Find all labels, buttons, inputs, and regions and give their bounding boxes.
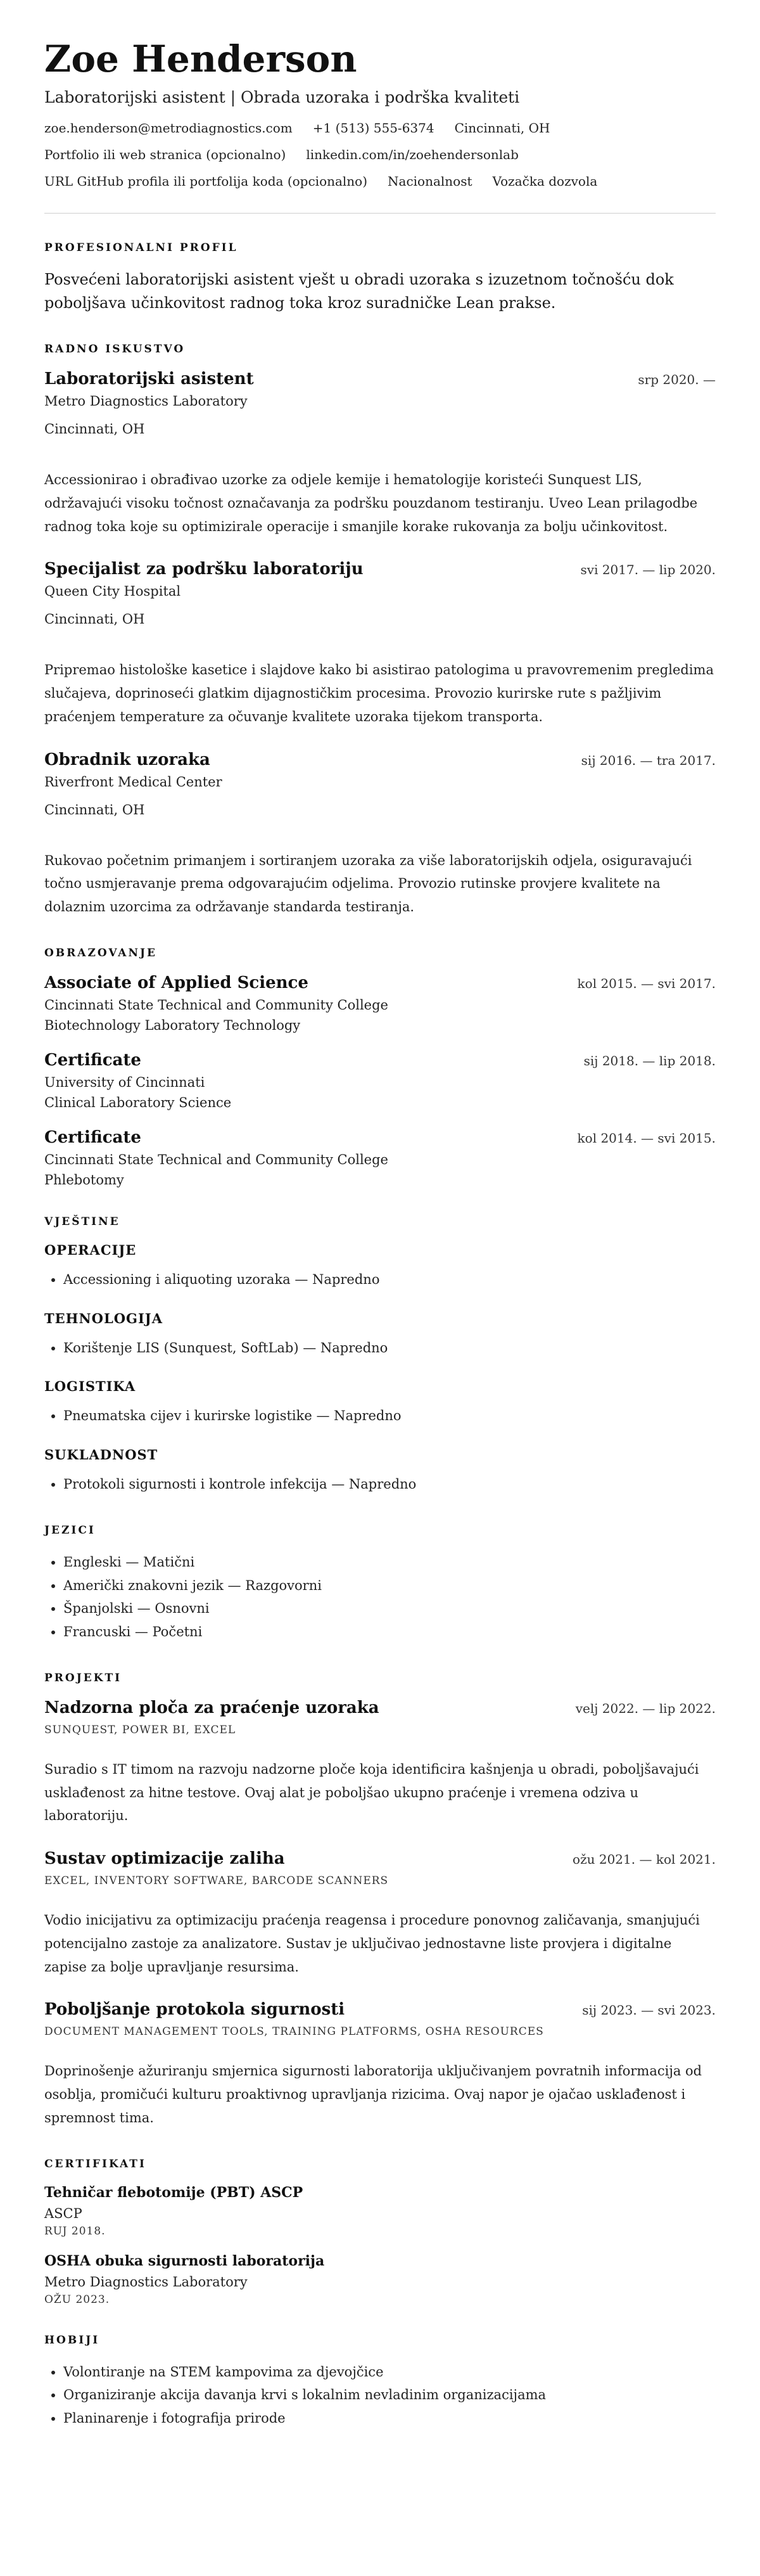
section-title: PROJEKTI [44, 1671, 122, 1684]
degree-title: Certificate [44, 1050, 141, 1070]
job-company: Queen City Hospital [44, 584, 181, 599]
education-entry [44, 1051, 716, 1110]
contact-linkedin[interactable]: linkedin.com/in/zoehendersonlab [306, 146, 519, 162]
job-date: sij 2016. — tra 2017. [581, 752, 716, 768]
job-title: Specijalist za podršku laboratoriju [44, 560, 364, 579]
skill-item: • Protokoli sigurnosti i kontrole infekcija — Napredno [63, 1473, 716, 1496]
contact-nationality: Nacionalnost [388, 173, 472, 189]
degree-title: Associate of Applied Science [44, 973, 308, 992]
job-location: Cincinnati, OH [44, 802, 145, 817]
contact-row [44, 120, 716, 136]
hobbies-section [44, 2334, 716, 2430]
section-title: PROFESIONALNI PROFIL [44, 241, 238, 254]
projects-section [44, 1672, 716, 2130]
contact-row [44, 174, 716, 189]
certificate-entry [44, 2253, 716, 2306]
job-description: Pripremao histološke kasetice i slajdove kako bi asistirao patologima u pravovremenim pregledima slučajeva, doprinoseći glatkim dijagnostičkim procesima. Provozio kurirske rute s pažljivim praćenjem temperature za očuvanje kvalitete uzoraka tijekom transporta. [44, 662, 714, 724]
skill-list [44, 1404, 716, 1428]
school-name: Cincinnati State Technical and Community College [44, 997, 388, 1013]
languages-section [44, 1524, 716, 1644]
field-of-study: Biotechnology Laboratory Technology [44, 1017, 301, 1033]
certificate-entry [44, 2184, 716, 2238]
skill-group-title: LOGISTIKA [44, 1378, 136, 1395]
skills-section [44, 1215, 716, 1496]
degree-title: Certificate [44, 1127, 141, 1147]
hobby-list [44, 2361, 716, 2430]
header-divider [44, 213, 716, 214]
education-entry [44, 1128, 716, 1188]
skill-item: • Accessioning i aliquoting uzoraka — Napredno [63, 1268, 716, 1291]
school-name: University of Cincinnati [44, 1074, 205, 1090]
education-date: sij 2018. — lip 2018. [583, 1053, 716, 1068]
certificates-section [44, 2158, 716, 2306]
contact-phone[interactable]: +1 (513) 555-6374 [312, 120, 434, 136]
project-entry [44, 1849, 716, 1978]
certificate-name: OSHA obuka sigurnosti laboratorija [44, 2252, 325, 2269]
job-location: Cincinnati, OH [44, 421, 145, 437]
certificate-date: OŽU 2023. [44, 2293, 110, 2306]
language-item: • Američki znakovni jezik — Razgovorni [63, 1574, 716, 1598]
skill-group-title: TEHNOLOGIJA [44, 1310, 163, 1326]
job-date: svi 2017. — lip 2020. [580, 562, 716, 578]
certificate-name: Tehničar flebotomije (PBT) ASCP [44, 2184, 303, 2201]
contact-portfolio[interactable]: Portfolio ili web stranica (opcionalno) [44, 146, 286, 162]
project-tech: DOCUMENT MANAGEMENT TOOLS, TRAINING PLATFORMS, OSHA RESOURCES [44, 2025, 544, 2039]
job-company: Riverfront Medical Center [44, 774, 222, 790]
section-title: CERTIFIKATI [44, 2157, 146, 2170]
skill-item: • Pneumatska cijev i kurirske logistike — Napredno [63, 1404, 716, 1428]
experience-entry [44, 369, 716, 538]
contact-github[interactable]: URL GitHub profila ili portfolija koda (opcionalno) [44, 173, 368, 189]
language-item: • Francuski — Početni [63, 1620, 716, 1644]
skill-group-title: SUKLADNOST [44, 1447, 158, 1463]
skill-group-title: OPERACIJE [44, 1241, 137, 1258]
project-name: Nadzorna ploča za praćenje uzoraka [44, 1698, 379, 1717]
project-description: Doprinošenje ažuriranju smjernica sigurnosti laboratorija uključivanjem povratnih informacija od osoblja, promičući kulturu proaktivnog upravljanja rizicima. Ovaj napor je ojačao usklađenost i spremnost tima. [44, 2063, 702, 2125]
project-date: sij 2023. — svi 2023. [582, 2002, 716, 2018]
job-description: Accessionirao i obrađivao uzorke za odjele kemije i hematologije koristeći Sunquest LIS, održavajući visoku točnost označavanja za podršku pouzdanom testiranju. Uveo Lean prilagodbe radnog toka koje su optimizirale operacije i smanjile korake rukovanja za bolju učinkovitost. [44, 472, 698, 534]
education-date: kol 2015. — svi 2017. [577, 975, 716, 991]
education-entry [44, 973, 716, 1033]
field-of-study: Clinical Laboratory Science [44, 1094, 232, 1110]
job-company: Metro Diagnostics Laboratory [44, 394, 248, 409]
job-date: srp 2020. — [638, 372, 716, 388]
section-title: RADNO ISKUSTVO [44, 343, 186, 356]
experience-section [44, 343, 716, 919]
contact-row [44, 147, 716, 162]
project-tech: EXCEL, INVENTORY SOFTWARE, BARCODE SCANNERS [44, 1874, 389, 1888]
field-of-study: Phlebotomy [44, 1172, 124, 1188]
certificate-date: RUJ 2018. [44, 2224, 106, 2238]
contact-email[interactable]: zoe.henderson@metrodiagnostics.com [44, 120, 293, 136]
project-tech: SUNQUEST, POWER BI, EXCEL [44, 1723, 236, 1736]
candidate-name: Zoe Henderson [44, 37, 357, 80]
profile-text: Posvećeni laboratorijski asistent vješt u obradi uzoraka s izuzetnom točnošću dok poboljšava učinkovitost radnog toka kroz suradničke Lean prakse. [44, 270, 674, 312]
skill-list [44, 1473, 716, 1496]
hobby-item: • Volontiranje na STEM kampovima za djevojčice [63, 2361, 716, 2384]
contact-drivers-license: Vozačka dozvola [492, 173, 598, 189]
project-date: velj 2022. — lip 2022. [575, 1700, 716, 1716]
section-title: HOBIJI [44, 2333, 100, 2347]
education-section [44, 947, 716, 1188]
project-name: Poboljšanje protokola sigurnosti [44, 2000, 345, 2020]
job-description: Rukovao početnim primanjem i sortiranjem uzoraka za više laboratorijskih odjela, osiguravajući točno usmjeravanje prema odgovarajućim odjelima. Provozio rutinske provjere kvalitete na dolaznim uzorcima za održavanje standarda testiranja. [44, 852, 692, 915]
language-list [44, 1551, 716, 1644]
experience-entry [44, 750, 716, 919]
contact-location: Cincinnati, OH [454, 120, 550, 136]
skill-list [44, 1268, 716, 1291]
section-title: VJEŠTINE [44, 1215, 120, 1228]
candidate-tagline: Laboratorijski asistent | Obrada uzoraka i podrška kvaliteti [44, 87, 520, 106]
project-date: ožu 2021. — kol 2021. [573, 1852, 716, 1868]
language-item: • Španjolski — Osnovni [63, 1597, 716, 1620]
skill-item: • Korištenje LIS (Sunquest, SoftLab) — Napredno [63, 1336, 716, 1360]
resume-header [44, 38, 716, 189]
skill-list [44, 1336, 716, 1360]
section-title: JEZICI [44, 1523, 96, 1537]
project-entry [44, 2000, 716, 2129]
certificate-issuer: ASCP [44, 2205, 82, 2221]
profile-section [44, 241, 716, 315]
job-title: Laboratorijski asistent [44, 369, 254, 389]
certificate-issuer: Metro Diagnostics Laboratory [44, 2274, 248, 2290]
language-item: • Engleski — Matični [63, 1551, 716, 1574]
project-description: Suradio s IT timom na razvoju nadzorne ploče koja identificira kašnjenja u obradi, poboljšavajući usklađenost za hitne testove. Ovaj alat je poboljšao ukupno praćenje i vremena odziva u laboratoriju. [44, 1761, 699, 1824]
job-title: Obradnik uzoraka [44, 750, 210, 769]
job-location: Cincinnati, OH [44, 612, 145, 627]
section-title: OBRAZOVANJE [44, 946, 158, 959]
school-name: Cincinnati State Technical and Community College [44, 1151, 388, 1167]
experience-entry [44, 560, 716, 728]
project-name: Sustav optimizacije zaliha [44, 1849, 285, 1869]
project-entry [44, 1698, 716, 1828]
project-description: Vodio inicijativu za optimizaciju praćenja reagensa i procedure ponovnog zaličavanja, smanjujući potencijalno zastoje za analizatore. Sustav je uključivao jednostavne liste provjera i digitalne zapise za bolje upravljanje resursima. [44, 1913, 700, 1975]
education-date: kol 2014. — svi 2015. [577, 1130, 716, 1146]
hobby-item: • Planinarenje i fotografija prirode [63, 2407, 716, 2430]
hobby-item: • Organiziranje akcija davanja krvi s lokalnim nevladinim organizacijama [63, 2383, 716, 2407]
